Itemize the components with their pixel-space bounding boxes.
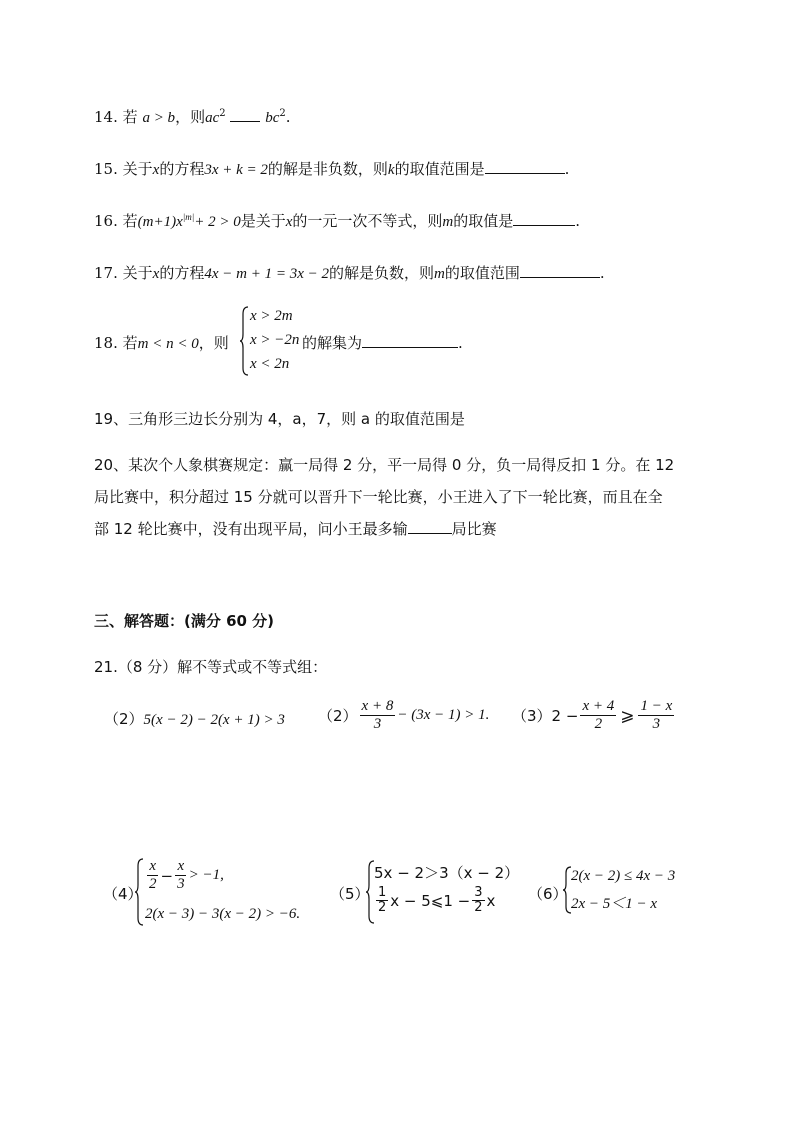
q21-p6-row-1: 2(x − 2) ≤ 4x − 3 (571, 868, 676, 884)
q14-exp1: 2 (219, 108, 226, 119)
question-15 (94, 158, 569, 179)
q15-end: . (564, 160, 570, 178)
q16-expr: (m+1)x (137, 214, 183, 230)
q14-condition: a > b (142, 110, 176, 126)
q14-expr-right: bc (265, 110, 280, 126)
q16-text4: 的取值是 (453, 212, 514, 230)
left-brace-icon (240, 306, 250, 376)
q14-exp2: 2 (279, 108, 286, 119)
q17-answer-blank[interactable] (520, 263, 600, 278)
q14-expr-left: ac (205, 110, 220, 126)
q21-p3-fraction-2 (638, 698, 674, 733)
q21-p4-n1: x (149, 858, 157, 874)
left-brace-icon (135, 858, 145, 926)
question-21-header: 21.（8 分）解不等式或不等式组： (94, 658, 328, 676)
q15-text: 关于 (122, 160, 153, 178)
q15-equation: 3x + k = 2 (204, 162, 268, 178)
q21-p3-num2: 1 − x (640, 698, 673, 714)
q18-row-2: x > −2n (250, 332, 300, 348)
question-18 (94, 332, 229, 353)
q17-number: 17. (94, 264, 118, 282)
q21-p5-n2: 3 (474, 885, 483, 900)
q18-row-1: x > 2m (250, 308, 293, 324)
q21-p5-n1: 1 (378, 885, 387, 900)
question-20-line-3 (94, 518, 497, 539)
q20-answer-blank[interactable] (408, 519, 452, 534)
q15-text2: 的方程 (159, 160, 205, 178)
q18-number: 18. (94, 334, 118, 352)
q18-answer-blank[interactable] (362, 333, 458, 348)
q21-p2-fraction (360, 698, 396, 733)
q16-text3: 的一元一次不等式，则 (292, 212, 443, 230)
q21-p5-d1: 2 (378, 900, 387, 915)
q21-p4-n2: x (177, 858, 185, 874)
q18-end: . (458, 334, 463, 352)
q21-p3-den1: 2 (594, 716, 603, 732)
q21-p4-d2: 3 (177, 876, 185, 892)
q17-end: . (599, 264, 605, 282)
q21-p5-row-2 (374, 886, 495, 915)
q21-p3-label: （3）2 − (512, 707, 579, 725)
q21-p3-num1: x + 4 (582, 698, 615, 714)
q21-part-3 (512, 698, 676, 733)
q17-text4: 的取值范围 (444, 264, 520, 282)
q18-text: 若 (122, 334, 138, 352)
q16-text2: 是关于 (240, 212, 286, 230)
q15-text4: 的取值范围是 (394, 160, 485, 178)
q21-p3-fraction-1 (580, 698, 616, 733)
q21-p4-system (135, 858, 315, 928)
q15-answer-blank[interactable] (485, 159, 565, 174)
question-20-line-2: 局比赛中，积分超过 15 分就可以晋升下一轮比赛，小王进入了下一轮比赛，而且在全 (94, 488, 663, 506)
q15-var: x (152, 162, 160, 178)
q16-answer-blank[interactable] (513, 211, 575, 226)
question-19: 19、三角形三边长分别为 4，a，7，则 a 的取值范围是 (94, 410, 465, 428)
q21-p2-label: （2） (318, 707, 358, 725)
q21-p5-frac-1 (376, 886, 388, 915)
q16-text: 若 (122, 212, 138, 230)
q16-expr2: + 2 > 0 (194, 214, 241, 230)
q21-p5-d2: 2 (474, 900, 483, 915)
q21-p3-relation: ⩾ (620, 705, 635, 726)
q21-p4-minus: − (160, 866, 174, 885)
q15-text3: 的解是非负数，则 (267, 160, 388, 178)
q15-number: 15. (94, 160, 118, 178)
q18-row-3: x < 2n (250, 356, 290, 372)
q21-p4-r1-end: > −1, (188, 867, 224, 883)
q16-m: m (442, 214, 454, 230)
q18-tail (302, 332, 463, 353)
q21-p6-system (563, 866, 713, 916)
q20-text: 部 12 轮比赛中，没有出现平局，问小王最多输 (94, 520, 408, 538)
question-16 (94, 210, 580, 231)
q14-number: 14. (94, 108, 118, 126)
q21-p5-end: x (486, 891, 496, 910)
q17-equation: 4x − m + 1 = 3x − 2 (204, 266, 329, 282)
q21-p4-d1: 2 (149, 876, 157, 892)
q18-text3: 的解集为 (302, 334, 363, 352)
q17-text2: 的方程 (159, 264, 205, 282)
section-title: 三、解答题：(满分 60 分) (94, 612, 275, 630)
q21-p2-numerator: x + 8 (361, 698, 394, 714)
q17-text: 关于 (122, 264, 153, 282)
q17-var: x (152, 266, 160, 282)
question-14 (94, 106, 291, 127)
q21-p1-label: （2） (104, 710, 144, 728)
q21-p5-frac-2 (472, 886, 484, 915)
q16-number: 16. (94, 212, 118, 230)
q21-p4-label: （4） (103, 885, 143, 903)
q21-p5-mid: x − 5⩽1 − (390, 891, 471, 910)
q21-p5-system (366, 860, 520, 926)
q16-end: . (575, 212, 581, 230)
q20-text-end: 局比赛 (451, 520, 497, 538)
q21-p2-rest: − (3x − 1) > 1. (397, 707, 490, 723)
q21-part-1 (104, 708, 285, 729)
q21-part-2 (318, 698, 489, 733)
q21-p4-row-2: 2(x − 3) − 3(x − 2) > −6. (145, 906, 301, 922)
q21-p4-row-1 (145, 858, 224, 893)
question-17 (94, 262, 605, 283)
question-20-line-1: 20、某次个人象棋赛规定：赢一局得 2 分，平一局得 0 分，负一局得反扣 1 分。在 12 (94, 456, 675, 474)
q14-answer-blank[interactable] (230, 107, 260, 122)
q21-p3-den2: 3 (652, 716, 661, 732)
q21-p6-label: （6） (528, 885, 568, 903)
q21-p5-row-1: 5x − 2＞3（x − 2） (374, 864, 520, 882)
q14-text: 若 (122, 108, 138, 126)
q17-m: m (434, 266, 445, 282)
q14-text2: ，则 (175, 108, 206, 126)
q18-condition: m < n < 0 (137, 336, 199, 352)
q21-p6-row-2: 2x − 5＜1 − x (571, 896, 658, 912)
q14-end: . (285, 108, 291, 126)
q21-p4-frac-2 (175, 858, 187, 893)
q18-text2: ，则 (198, 334, 229, 352)
q16-var: x (285, 214, 293, 230)
q21-p4-frac-1 (147, 858, 159, 893)
q21-p5-label: （5） (330, 885, 370, 903)
q15-k: k (387, 162, 395, 178)
q17-text3: 的解是负数，则 (328, 264, 434, 282)
q21-p1-expr: 5(x − 2) − 2(x + 1) > 3 (143, 712, 285, 728)
q21-p2-denominator: 3 (373, 716, 382, 732)
q16-exp: |m| (182, 212, 195, 222)
